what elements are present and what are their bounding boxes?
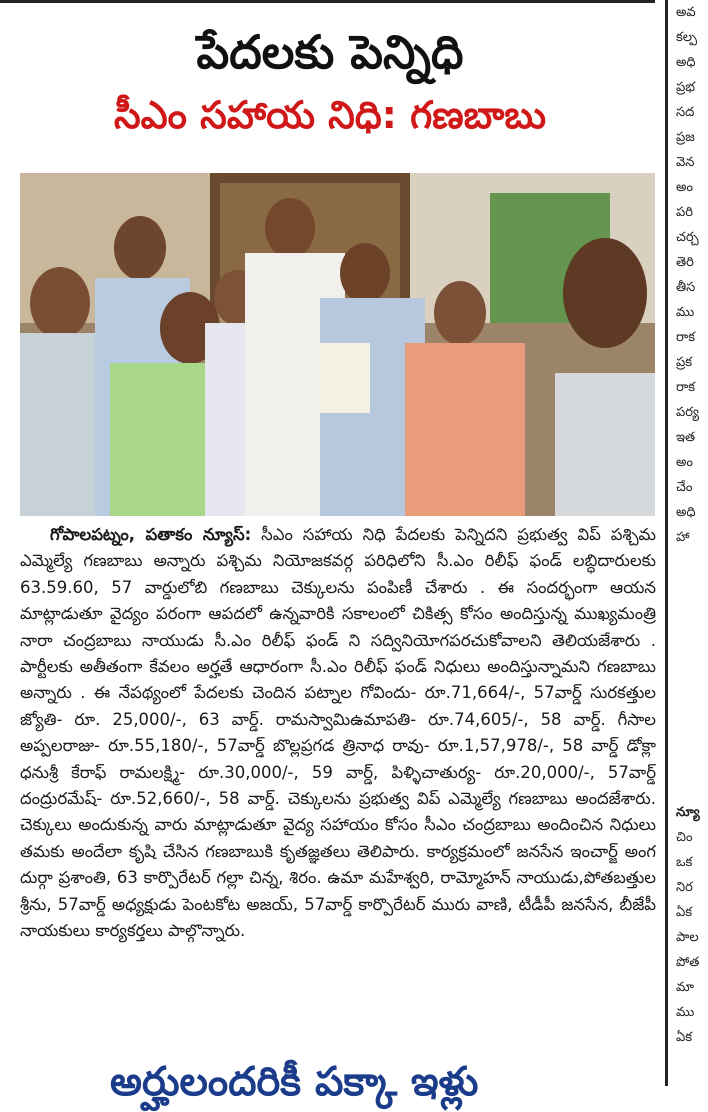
adjacent-column-line: ప్రభ xyxy=(676,80,695,95)
adjacent-column-line: ము xyxy=(676,305,695,320)
article-body xyxy=(20,522,656,945)
adjacent-column-line: రాక xyxy=(676,380,696,395)
adjacent-column-line: అం xyxy=(676,180,693,195)
adjacent-column-line xyxy=(676,725,708,750)
adjacent-column-line: అవ xyxy=(676,5,696,20)
adjacent-column-line: తీస xyxy=(676,280,696,295)
adjacent-column-line: కల్ప xyxy=(676,30,698,45)
adjacent-column-line: ప్రక xyxy=(676,355,693,370)
column-divider xyxy=(665,0,668,1086)
adjacent-column-line: అధి xyxy=(676,505,696,520)
adjacent-column-line: అధి xyxy=(676,55,696,70)
headline-sub: సీఎం సహాయ నిధి: గణబాబు xyxy=(113,93,547,137)
adjacent-column-line: పరి xyxy=(676,205,693,220)
adjacent-column-line xyxy=(676,625,708,650)
adjacent-column-line: హా xyxy=(676,530,690,545)
adjacent-column-line: ఏక xyxy=(676,1030,693,1045)
next-article-headline: అర్హులందరికీ పక్కా ఇళ్లు xyxy=(110,1059,479,1105)
adjacent-column-line: చర్చ xyxy=(676,230,699,245)
adjacent-column-line: రాక xyxy=(676,330,696,345)
adjacent-column-line: ఒక xyxy=(676,855,693,870)
adjacent-column-line: ప్రజ xyxy=(676,130,695,145)
adjacent-column-line xyxy=(676,675,708,700)
adjacent-column-line: ఇత xyxy=(676,430,696,445)
headline-main: పేదలకు పెన్నిధి xyxy=(196,25,464,79)
article-dateline: గోపాలపట్నం, పతాకం న్యూస్: xyxy=(50,525,252,544)
adjacent-column-line: ఏక xyxy=(676,905,693,920)
group-photo-illustration xyxy=(20,173,655,516)
adjacent-column-line: మా xyxy=(676,980,694,995)
article-text: సీఎం సహాయ నిధి పేదలకు పెన్నిదని ప్రభుత్వ విప్ పశ్చిమ ఎమ్మెల్యే గణబాబు అన్నారు పశ్చిమ నియోజకవర్గ పరిధిలోని సీ.ఎం రిలీఫ్ ఫండ్ లబ్ధిదారులకు 63.59.60, 57 వార్డులోబి గణబాబు చెక్కులను పంపిణీ చేశారు . ఈ సందర్భంగా ఆయన మాట్లాడుతూ వైద్యం పరంగా ఆపదలో ఉన్నవారికి సకాలంలో చికిత్స కోసం అందిస్తున్న ముఖ్యమంత్రి నారా చంద్రబాబు నాయుడు సీ.ఎం రిలీఫ్ ఫండ్ ని సద్వినియోగపరచుకోవాలని తెలియజేశారు . పార్టీలకు అతీతంగా కేవలం అర్హతే ఆధారంగా సీ.ఎం రిలీఫ్ ఫండ్ నిధులు అందిస్తున్నామని గణబాబు అన్నారు . ఈ నేపథ్యంలో పేదలకు చెందిన పట్నాల గోవిందు- రూ.71,664/-, 57వార్డ్ సురకత్తుల జ్యోతి- రూ. 25,000/-, 63 వార్డ్. రామస్వామిఉమాపతి- రూ.74,605/-, 58 వార్డ్. గీసాల అప్పలరాజు- రూ.55,180/-, 57వార్డ్ బొల్లప్రగడ త్రినాధ రావు- రూ.1,57,978/-, 58 వార్డ్ డోక్లా ధనుశ్రీ కేరాఫ్ రామలక్ష్మి- రూ.30,000/-, 59 వార్డ్, పిళ్ళిచాతుర్య- రూ.20,000/-, 57వార్డ్ దంద్రురమేష్- రూ.52,660/-, 58 వార్డ్. చెక్కులను ప్రభుత్వ విప్ ఎమ్మెల్యే గణబాబు అందజేశారు. చెక్కులు అందుకున్న వారు మాట్లాడుతూ వైద్య సహాయం కోసం సీఎం చంద్రబాబు అందించిన నిధులు తమకు అందేలా కృషి చేసిన గణబాబుకి కృతజ్ఞతలు తెలిపారు. కార్యక్రమంలో జనసేన ఇంచార్జ్ అంగ దుర్గా ప్రశాంతి, 63 కార్పొరేటర్ గల్లా చిన్న, శిరం. ఉమా మహేశ్వరి, రామ్మోహన్ నాయుడు,పోతబత్తుల శ్రీను, 57వార్డ్ అధ్యక్షుడు పెంటకోట అజయ్, 57వార్డ్ కార్పొరేటర్ మురు వాణి, టీడీపీ జనసేన, బీజేపీ నాయకులు కార్యకర్తలు పాల్గొన్నారు. xyxy=(20,525,656,941)
adjacent-column-line: పోత xyxy=(676,955,700,970)
adjacent-column-line: చిం xyxy=(676,830,693,845)
adjacent-column-line: చేం xyxy=(676,480,693,495)
adjacent-column-line: పర్య xyxy=(676,405,699,420)
adjacent-column-line: నిర xyxy=(676,880,693,895)
adjacent-column-text xyxy=(676,0,708,1086)
adjacent-column-line: సద xyxy=(676,105,695,120)
adjacent-column-line xyxy=(676,700,708,725)
top-rule xyxy=(0,0,655,3)
adjacent-column-line xyxy=(676,575,708,600)
adjacent-column-line: అం xyxy=(676,455,693,470)
adjacent-column-line: న్యూ xyxy=(676,805,700,820)
adjacent-column-line xyxy=(676,650,708,675)
adjacent-column-line: ము xyxy=(676,1005,695,1020)
adjacent-column-line xyxy=(676,775,708,800)
adjacent-column-line xyxy=(676,600,708,625)
adjacent-column-line: వెన xyxy=(676,155,695,170)
adjacent-column-line xyxy=(676,550,708,575)
adjacent-column-line: తెరి xyxy=(676,255,694,270)
news-photo xyxy=(20,173,655,516)
adjacent-column-line: పాల xyxy=(676,930,699,945)
adjacent-column-line xyxy=(676,750,708,775)
